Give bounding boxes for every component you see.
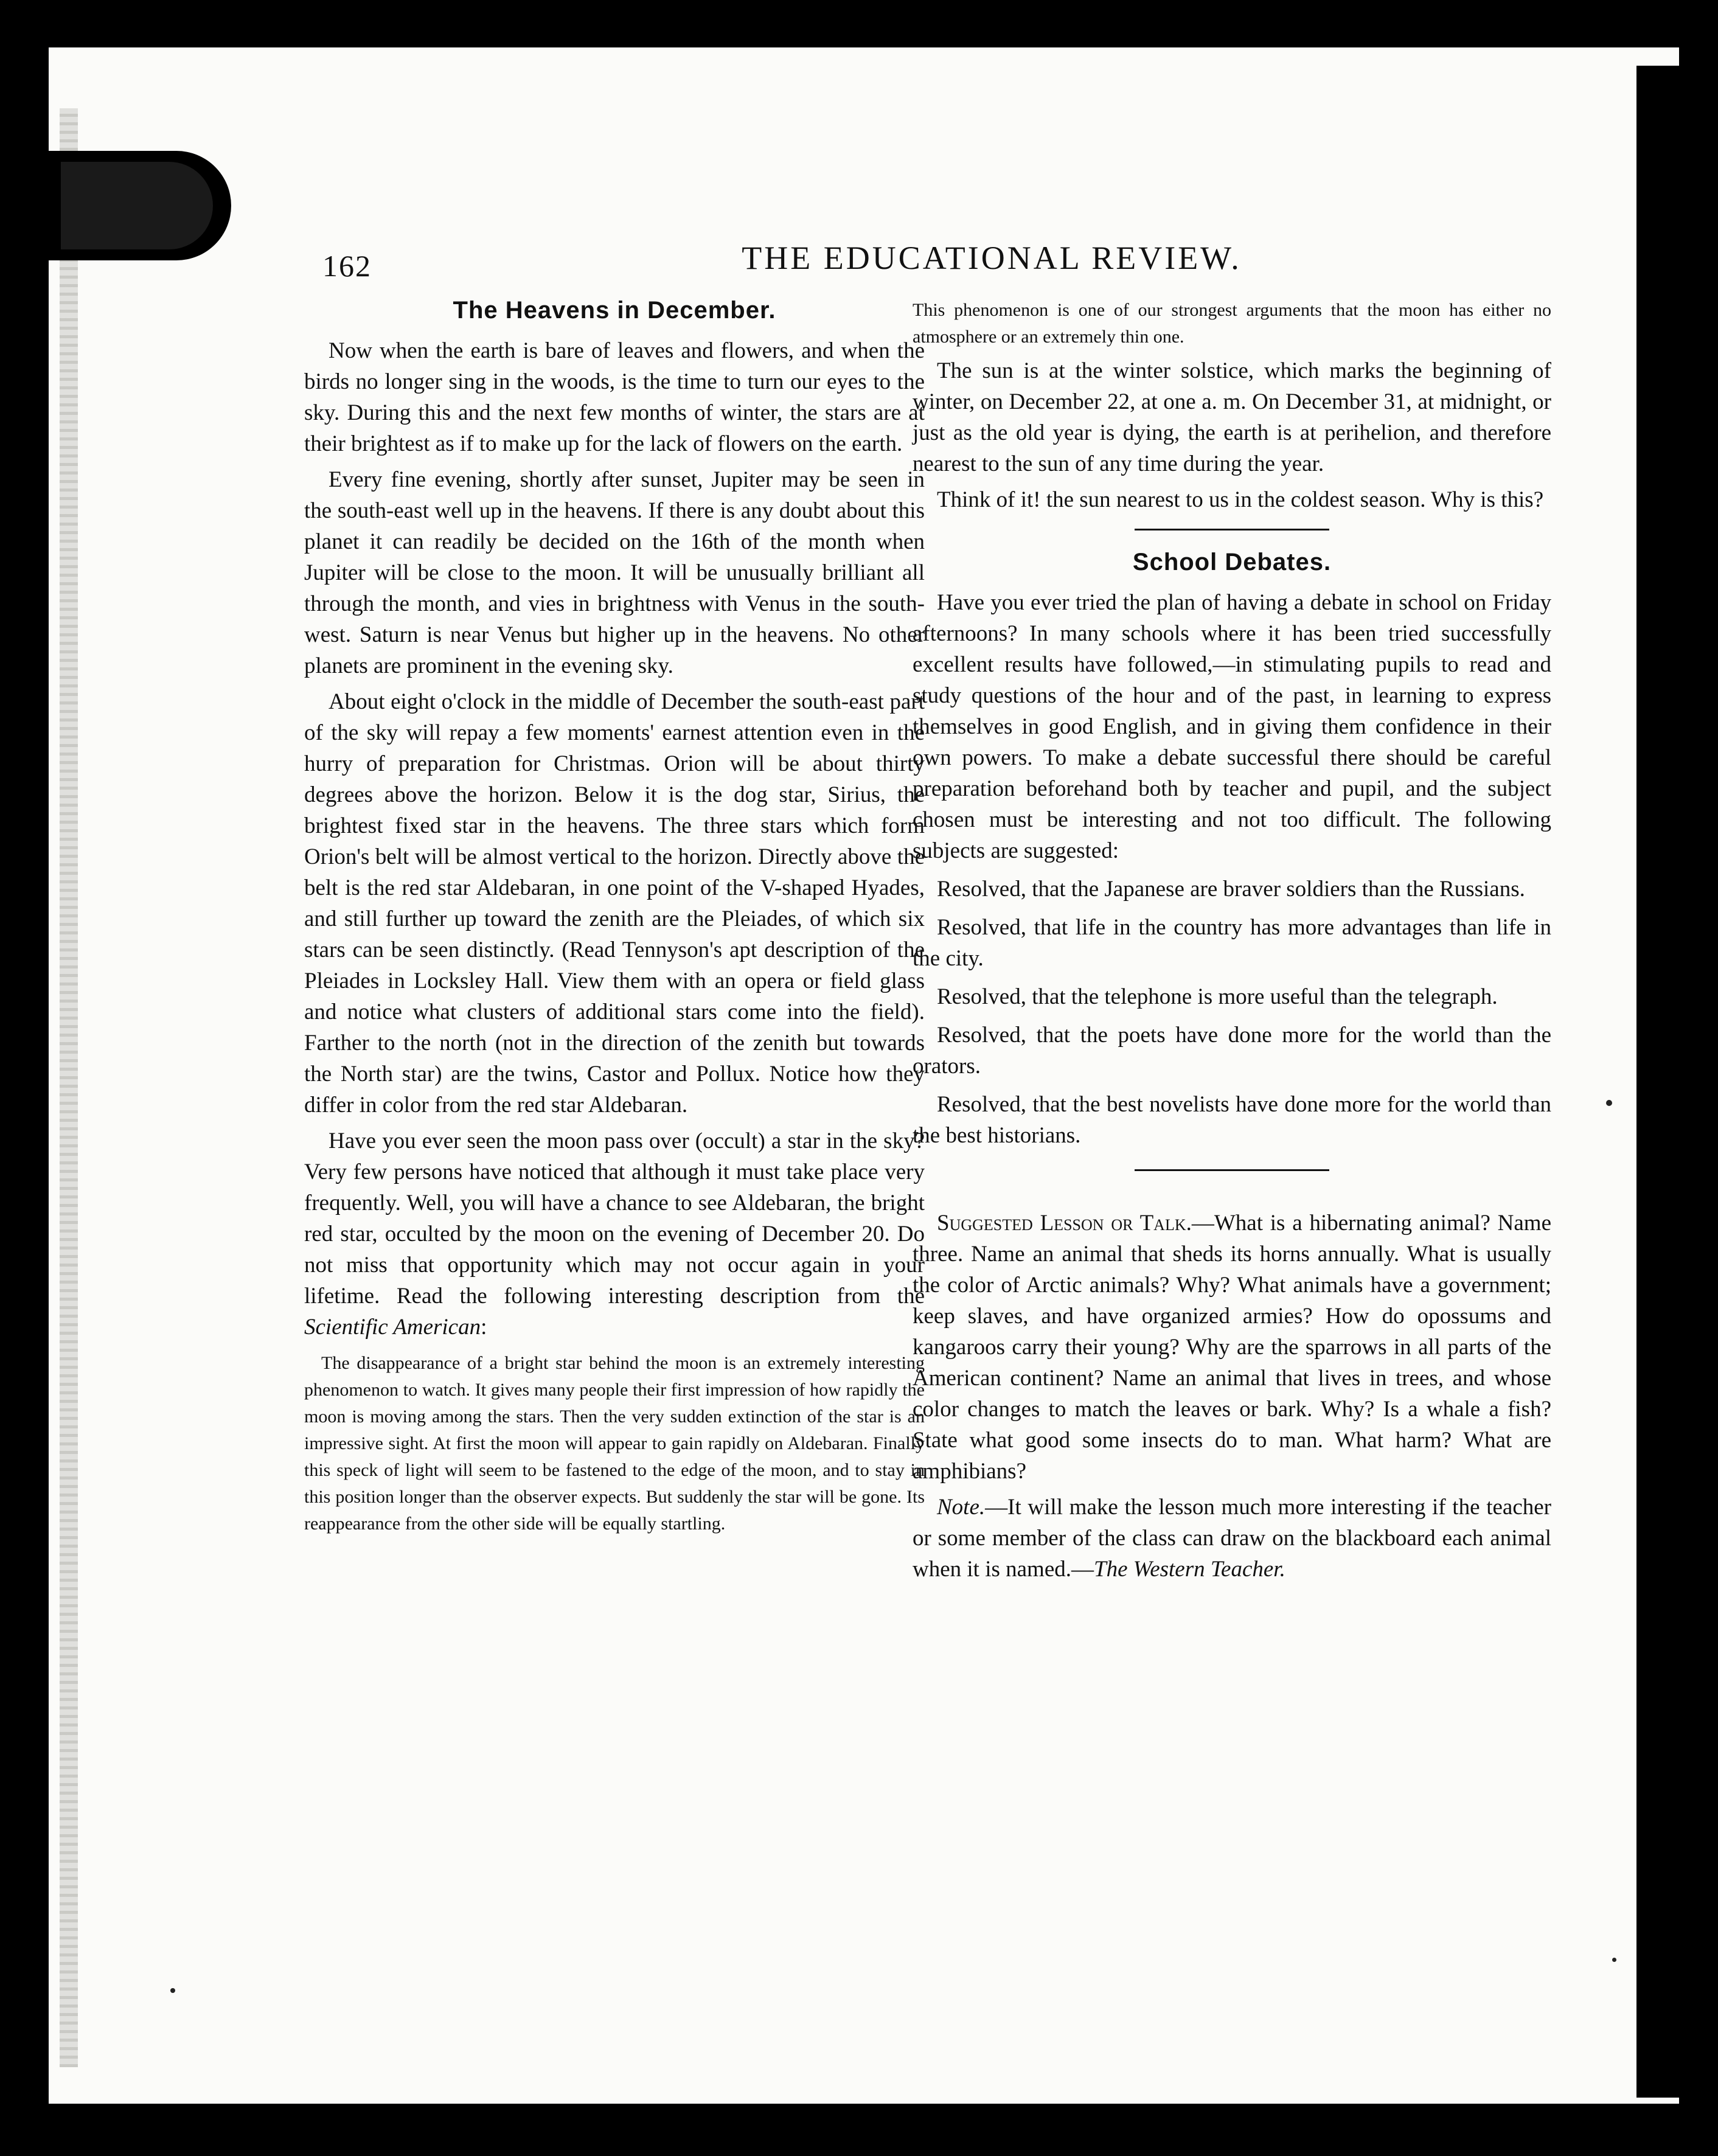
right-column	[913, 297, 1551, 1585]
source-suffix: :	[481, 1315, 487, 1340]
note-label: Note.	[937, 1495, 986, 1520]
note-paragraph	[913, 1492, 1551, 1585]
left-column	[304, 297, 925, 1537]
binder-clip	[49, 151, 231, 260]
article-paragraph: Every fine evening, shortly after sunset, Jupiter may be seen in the south-east well up in the heavens. If there is any doubt about this planet it can readily be decided on the 16th of the month when Jupiter will be close to the moon. It will be unusually brilliant all through the month, and vies in brightness with Venus in the south-west. Saturn is near Venus but higher up in the heavens. No other planets are prominent in the evening sky.	[304, 467, 925, 678]
section-divider	[1135, 529, 1329, 530]
lesson-text: —What is a hibernating animal? Name three. Name an animal that sheds its horns annually. What is usually the color of Arctic animals? Why? What animals have a government; keep slaves, and have organized armies? How do opossums and kangaroos carry their young? Why are the sparrows in all parts of the American continent? Name an animal that lives in trees, and whose color changes to match the leaves or bark. Why? Is a whale a fish? State what good some insects do to man. What harm? What are amphibians?	[913, 1211, 1551, 1484]
article-paragraph: About eight o'clock in the middle of December the south-east part of the sky will repay a few moments' earnest attention even in the hurry of preparation for Christmas. Orion will be about thirty degrees above the horizon. Below it is the dog star, Sirius, the brightest fixed star in the heavens. The three stars which form Orion's belt will be almost vertical to the horizon. Directly above the belt is the red star Aldebaran, in one point of the V-shaped Hyades, and still further up toward the zenith are the Pleiades, of which six stars can be seen distinctly. (Read Tennyson's apt description of the Pleiades in Locksley Hall. View them with an opera or field glass and notice what clusters of additional stars come into the field). Farther to the north (not in the direction of the zenith but towards the North star) are the twins, Castor and Pollux. Notice how they differ in color from the red star Aldebaran.	[304, 689, 925, 1118]
scanned-page	[49, 47, 1679, 2104]
resolution-item: Resolved, that the Japanese are braver soldiers than the Russians.	[937, 877, 1525, 902]
article-paragraph: Think of it! the sun nearest to us in the coldest season. Why is this?	[937, 487, 1544, 512]
running-title: THE EDUCATIONAL REVIEW.	[742, 240, 1242, 276]
scan-speck	[170, 1988, 175, 1993]
resolution-item: Resolved, that life in the country has more advantages than life in the city.	[913, 915, 1551, 971]
lesson-label: Suggested Lesson or Talk.	[937, 1211, 1192, 1236]
page-number: 162	[322, 249, 372, 283]
article-paragraph	[304, 1125, 925, 1343]
resolution-item: Resolved, that the poets have done more for the world than the orators.	[913, 1023, 1551, 1079]
article-paragraph: Now when the earth is bare of leaves and flowers, and when the birds no longer sing in the woods, is the time to turn our eyes to the sky. During this and the next few months of winter, the stars are at their brightest as if to make up for the lack of flowers on the earth.	[304, 338, 925, 456]
block-quote	[304, 1350, 925, 1537]
note-text: —It will make the lesson much more interesting if the teacher or some member of the class can draw on the blackboard each animal when it is named.—	[913, 1495, 1551, 1582]
debates-intro: Have you ever tried the plan of having a debate in school on Friday afternoons? In many schools where it has been tried successfully excellent results have followed,—in stimulating pupils to read and study questions of the hour and of the past, in learning to express themselves in good English, and in giving them confidence in their own powers. To make a debate successful there should be careful preparation beforehand both by teacher and pupil, and the subject chosen must be interesting and not too difficult. The following subjects are suggested:	[913, 590, 1551, 863]
quote-text: The disappearance of a bright star behind the moon is an extremely interesting phenomenon to watch. It gives many people their first impression of how rapidly the moon is moving among the stars. Then the very sudden extinction of the star is an impressive sight. At first the moon will appear to gain rapidly on Aldebaran. Finally this speck of light will seem to be fastened to the edge of the moon, and to stay in this position longer than the observer expects. But suddenly the star will be gone. Its reappearance from the other side will be equally startling.	[304, 1353, 925, 1534]
page-header	[322, 230, 1551, 285]
page-edge-texture	[60, 108, 78, 2067]
resolution-item: Resolved, that the telephone is more useful than the telegraph.	[937, 984, 1498, 1009]
scan-speck	[1612, 1958, 1616, 1962]
scan-speck	[1606, 1100, 1612, 1106]
debates-heading: School Debates.	[1132, 549, 1332, 576]
block-quote-continued	[913, 297, 1551, 350]
section-divider	[1135, 1169, 1329, 1171]
page-gutter-shadow	[1636, 66, 1679, 2098]
source-name: Scientific American	[304, 1315, 481, 1340]
resolution-item: Resolved, that the best novelists have done more for the world than the best historians.	[913, 1092, 1551, 1148]
article-heading: The Heavens in December.	[453, 297, 776, 324]
article-paragraph: The sun is at the winter solstice, which marks the beginning of winter, on December 22, at one a. m. On December 31, at midnight, or just as the old year is dying, the earth is at perihelion, and therefore nearest to the sun of any time during the year.	[913, 358, 1551, 476]
lesson-paragraph	[913, 1208, 1551, 1487]
quote-continuation: This phenomenon is one of our strongest arguments that the moon has either no atmosphere or an extremely thin one.	[913, 300, 1551, 347]
occult-text: Have you ever seen the moon pass over (occult) a star in the sky? Very few persons have noticed that although it must take place very frequently. Well, you will have a chance to see Aldebaran, the bright red star, occulted by the moon on the evening of December 20. Do not miss that opportunity which may not occur again in your lifetime. Read the following interesting description from the	[304, 1128, 925, 1309]
note-source: The Western Teacher.	[1094, 1557, 1285, 1582]
